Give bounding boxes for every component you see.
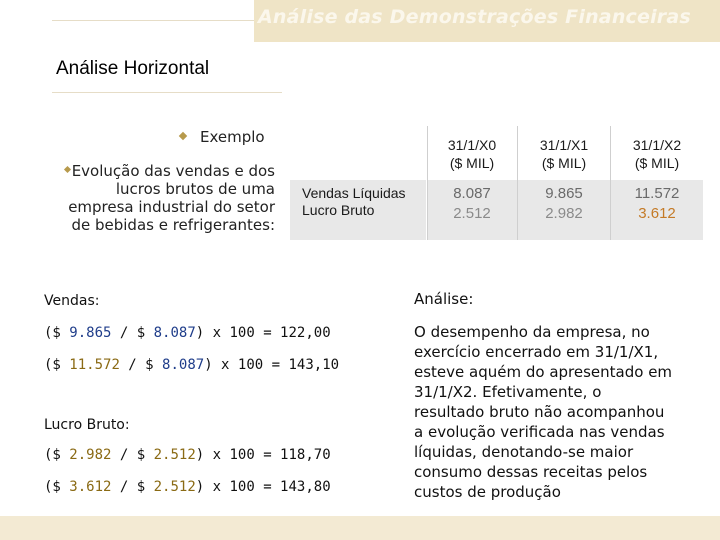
calc-vendas-1: ($ 9.865 / $ 8.087) x 100 = 122,00 [44, 325, 331, 341]
analise-title: Análise: [414, 290, 474, 308]
evolucao-line: Evolução das vendas e dos [40, 162, 275, 180]
analise-line: exercício encerrado em 31/1/X1, [414, 343, 659, 361]
row-label-vendas: Vendas Líquidas [302, 185, 406, 201]
analise-line: consumo dessas receitas pelos [414, 463, 648, 481]
lucro-label: Lucro Bruto: [44, 417, 130, 433]
analise-line: O desempenho da empresa, no [414, 323, 650, 341]
analise-line: custos de produção [414, 483, 561, 501]
analise-line: líquidas, denotando-se maior [414, 443, 634, 461]
cell-vendas-x0: 8.087 [453, 185, 491, 202]
section-title: Análise Horizontal [56, 58, 210, 79]
analise-line: a evolução verificada nas vendas [414, 423, 665, 441]
cell-vendas-x1: 9.865 [545, 185, 583, 202]
diamond-bullet-icon [179, 131, 187, 139]
section-rule [52, 92, 282, 93]
vendas-label: Vendas: [44, 293, 100, 309]
top-rule [52, 20, 262, 21]
evolucao-line: empresa industrial do setor [68, 198, 275, 216]
bullet-exemplo [180, 128, 265, 146]
analise-line: esteve aquém do apresentado em [414, 363, 673, 381]
evolucao-line: de bebidas e refrigerantes: [71, 216, 275, 234]
calc-lucro-2: ($ 3.612 / $ 2.512) x 100 = 143,80 [44, 479, 331, 495]
row-label-lucro: Lucro Bruto [302, 202, 375, 218]
bullet-evolucao [40, 162, 275, 234]
analise-line: 31/1/X2. Efetivamente, o [414, 383, 602, 401]
bullet-exemplo-text: Exemplo [200, 128, 265, 146]
footer-band [0, 516, 720, 540]
evolucao-line: lucros brutos de uma [115, 180, 275, 198]
cell-vendas-x2: 11.572 [634, 185, 680, 202]
analise-body [414, 322, 704, 502]
cell-lucro-x2: 3.612 [638, 205, 676, 222]
calc-lucro-1: ($ 2.982 / $ 2.512) x 100 = 118,70 [44, 447, 331, 463]
diamond-bullet-icon [64, 166, 71, 173]
presentation-title: Análise das Demonstrações Financeiras [258, 6, 691, 28]
table-header: 31/1/X0 ($ MIL) [447, 137, 497, 171]
table-header: 31/1/X2 ($ MIL) [632, 137, 682, 171]
calc-vendas-2: ($ 11.572 / $ 8.087) x 100 = 143,10 [44, 357, 340, 373]
table-header: 31/1/X1 ($ MIL) [539, 137, 589, 171]
cell-lucro-x0: 2.512 [453, 205, 491, 222]
analise-line: resultado bruto não acompanhou [414, 403, 665, 421]
cell-lucro-x1: 2.982 [545, 205, 583, 222]
